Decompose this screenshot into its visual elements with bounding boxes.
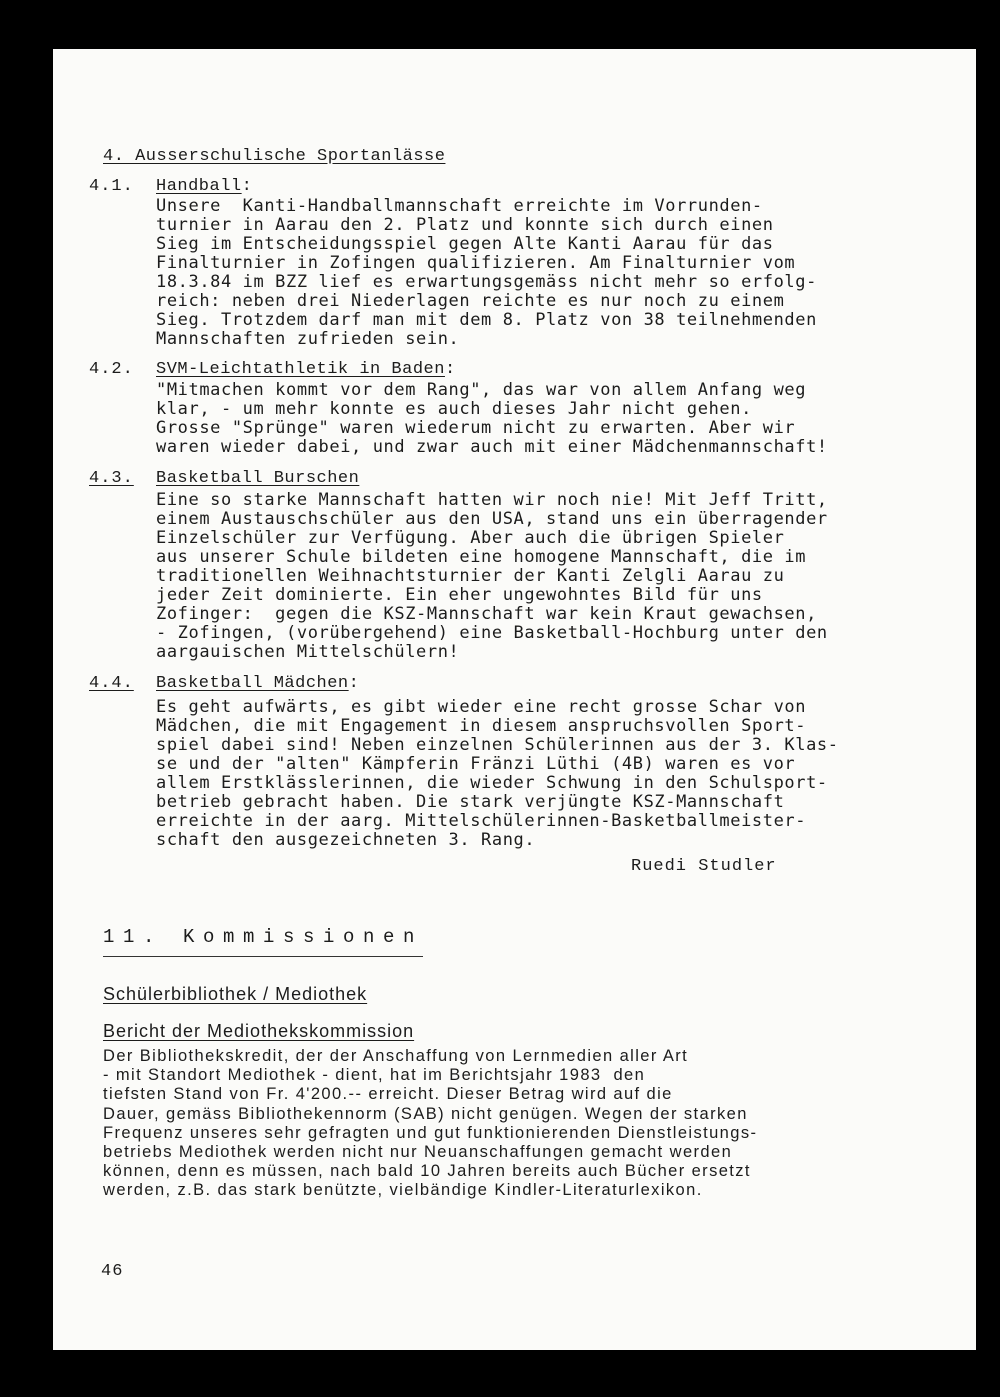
section-4-heading: 4. Ausserschulische Sportanlässe [103,147,446,166]
section-11-rule [103,956,423,957]
item-4-4-number: 4.4. [89,674,134,693]
item-4-3-title [156,469,359,488]
item-4-2-number: 4.2. [89,360,134,379]
item-4-1-number: 4.1. [89,177,134,196]
item-4-2-title [156,360,456,379]
item-4-4-title [156,674,359,693]
document-page [53,49,976,1350]
report-title: Bericht der Mediothekskommission [103,1021,415,1041]
item-4-4-text: Es geht aufwärts, es gibt wieder eine recht grosse Schar von Mädchen, die mit Engagement in diesem anspruchsvollen Sport- spiel dabei sind! Neben einzelnen Schülerinnen aus der 3. Klas- se und der "alten" Kämpferin Fränzi Lüthi (4B) waren es vor allem Erstklässlerinnen, die wieder Schwung in den Schulsport- betrieb gebracht haben. Die stark verjüngte KSZ-Mannschaft erreichte in der aarg. Mittelschülerinnen-Basketballmeister- schaft den ausgezeichneten 3. Rang. [156,697,839,850]
item-4-1-title [156,177,252,196]
item-4-1-text: Unsere Kanti-Handballmannschaft erreichte im Vorrunden- turnier in Aarau den 2. Platz und konnte sich durch einen Sieg im Entscheidungsspiel gegen Alte Kanti Aarau für das Finalturnier in Zofingen qualifizieren. Am Finalturnier vom 18.3.84 im BZZ lief es erwartungsgemäss nicht mehr so erfolg- reich: neben drei Niederlagen reichte es nur noch zu einem Sieg. Trotzdem darf man mit dem 8. Platz von 38 teilnehmenden Mannschaften zufrieden sein. [156,196,817,349]
item-4-1-title-colon: : [241,177,253,196]
item-4-3-number: 4.3. [89,469,134,488]
item-4-2-title-colon: : [444,360,456,379]
page-number: 46 [101,1262,124,1281]
section-11-heading: 11. Kommissionen [103,926,424,948]
library-subheading: Schülerbibliothek / Mediothek [103,984,368,1004]
item-4-2-text: "Mitmachen kommt vor dem Rang", das war von allem Anfang weg klar, - um mehr konnte es auch dieses Jahr nicht gehen. Grosse "Sprünge" waren wiederum nicht zu erwarten. Aber wir waren wieder dabei, und zwar auch mit einer Mädchenmannschaft! [156,380,828,457]
item-4-3-text: Eine so starke Mannschaft hatten wir noch nie! Mit Jeff Tritt, einem Austauschschüler aus den USA, stand uns ein überragender Einzelschüler zur Verfügung. Aber auch die übrigen Spieler aus unserer Schule bildeten eine homogene Mannschaft, die im traditionellen Weihnachtsturnier der Kanti Zelgli Aarau zu jeder Zeit dominierte. Ein eher ungewohntes Bild für uns Zofinger: gegen die KSZ-Mannschaft war kein Kraut gewachsen, - Zofingen, (vorübergehend) eine Basketball-Hochburg unter den aargauischen Mittelschülern! [156,490,828,662]
item-4-3-title-text: Basketball Burschen [156,469,360,488]
item-4-1-title-text: Handball [156,177,242,196]
item-4-2-title-text: SVM-Leichtathletik in Baden [156,360,445,379]
author-signature: Ruedi Studler [631,857,777,876]
item-4-4-title-text: Basketball Mädchen [156,674,349,693]
report-text: Der Bibliothekskredit, der der Anschaffung von Lernmedien aller Art - mit Standort Mediothek - dient, hat im Berichtsjahr 1983 den tiefsten Stand von Fr. 4'200.-- erreicht. Dieser Betrag wird auf die Dauer, gemäss Bibliothekennorm (SAB) nicht genügen. Wegen der starken Frequenz unseres sehr gefragten und gut funktionierenden Dienstleistungs- betriebs Mediothek werden nicht nur Neuanschaffungen gemacht werden können, denn es müssen, nach bald 10 Jahren bereits auch Bücher ersetzt werden, z.B. das stark benützte, vielbändige Kindler-Literaturlexikon. [103,1047,758,1200]
item-4-4-title-colon: : [348,674,360,693]
